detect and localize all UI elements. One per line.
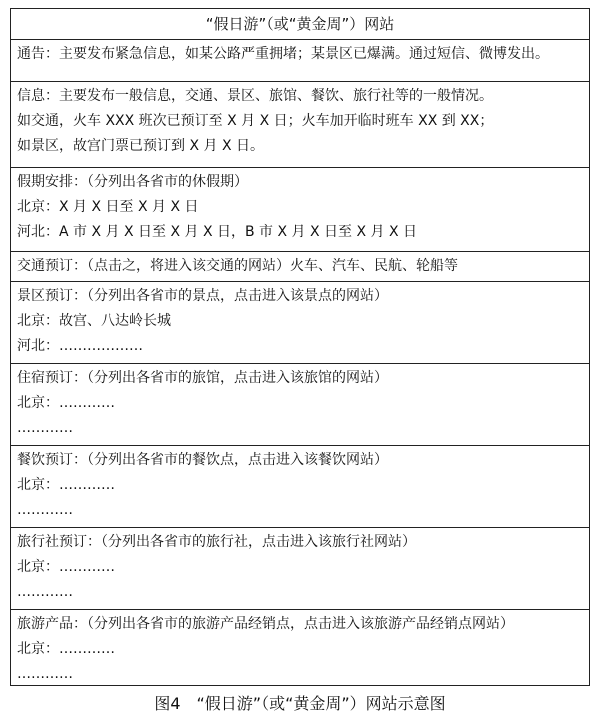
holiday-line-3: 河北：A 市 X 月 X 日至 X 月 X 日，B 市 X 月 X 日至 X 月 X 日	[17, 224, 418, 240]
section-traffic-booking	[11, 252, 589, 282]
section-scenic-booking	[11, 282, 589, 364]
info-line-1: 信息：主要发布一般信息，交通、景区、旅馆、餐饮、旅行社等的一般情况。	[17, 88, 493, 104]
notice-line: 通告：主要发布紧急信息，如某公路严重拥堵；某景区已爆满。通过短信、微博发出。	[17, 46, 549, 62]
dining-line-1: 餐饮预订：（分列出各省市的餐饮点，点击进入该餐饮网站）	[17, 452, 388, 468]
traffic-line: 交通预订：（点击之，将进入该交通的网站）火车、汽车、民航、轮船等	[17, 258, 458, 274]
section-dining-booking	[11, 446, 589, 528]
products-line-3: …………	[17, 666, 73, 682]
section-notice	[11, 40, 589, 82]
info-line-3: 如景区，故宫门票已预订到 X 月 X 日。	[17, 138, 264, 154]
figure-caption: 图4 “假日游”（或“黄金周”）网站示意图	[154, 694, 446, 713]
lodging-line-3: …………	[17, 420, 73, 436]
section-info	[11, 82, 589, 168]
info-line-2: 如交通，火车 XXX 班次已预订至 X 月 X 日；火车加开临时班车 XX 到 XX；	[17, 113, 494, 129]
section-travel-agency-booking	[11, 528, 589, 610]
agency-line-3: …………	[17, 584, 73, 600]
website-schematic-table	[10, 8, 590, 686]
lodging-line-1: 住宿预订：（分列出各省市的旅馆，点击进入该旅馆的网站）	[17, 370, 388, 386]
products-line-2: 北京：…………	[17, 641, 115, 657]
dining-line-2: 北京：…………	[17, 477, 115, 493]
lodging-line-2: 北京：…………	[17, 395, 115, 411]
section-lodging-booking	[11, 364, 589, 446]
scenic-line-1: 景区预订：（分列出各省市的景点，点击进入该景点的网站）	[17, 288, 388, 304]
holiday-line-1: 假期安排：（分列出各省市的休假期）	[17, 174, 248, 190]
section-holiday	[11, 168, 589, 252]
products-line-1: 旅游产品：（分列出各省市的旅游产品经销点，点击进入该旅游产品经销点网站）	[17, 616, 514, 632]
table-title: “假日游”（或“黄金周”）网站	[11, 9, 589, 40]
scenic-line-2: 北京：故宫、八达岭长城	[17, 313, 171, 329]
dining-line-3: …………	[17, 502, 73, 518]
section-travel-products	[11, 610, 589, 686]
agency-line-1: 旅行社预订：（分列出各省市的旅行社，点击进入该旅行社网站）	[17, 534, 416, 550]
scenic-line-3: 河北：………………	[17, 338, 143, 354]
holiday-line-2: 北京：X 月 X 日至 X 月 X 日	[17, 199, 199, 215]
agency-line-2: 北京：…………	[17, 559, 115, 575]
